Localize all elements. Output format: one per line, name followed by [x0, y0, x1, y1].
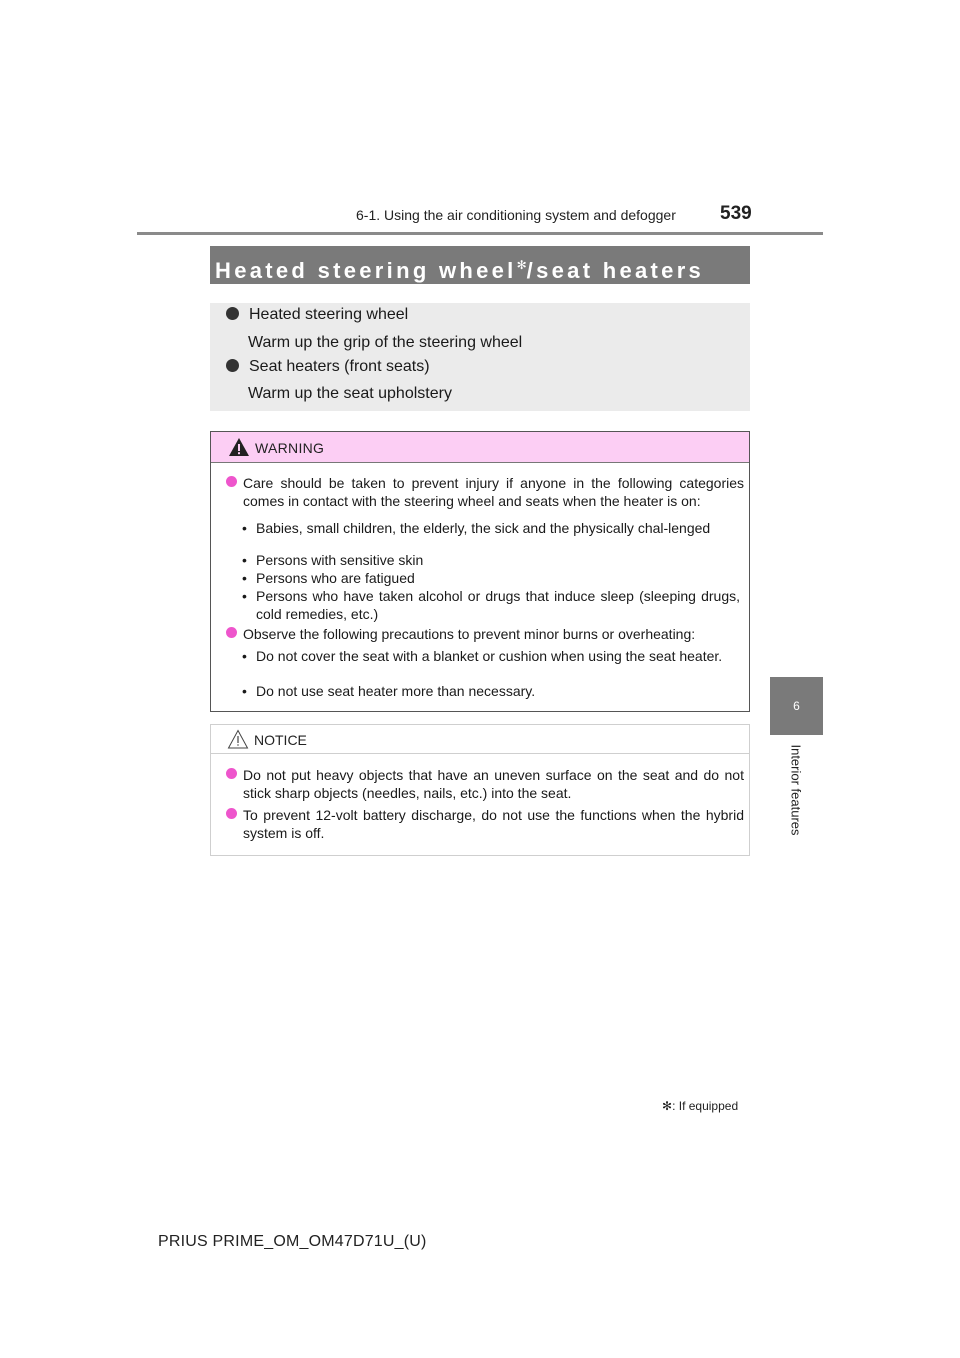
- footnote: [662, 1099, 738, 1113]
- bullet-icon: [226, 359, 239, 372]
- warning-header: [211, 432, 749, 463]
- page-title-text-after: /seat heaters: [526, 258, 705, 283]
- bullet-icon: [226, 768, 237, 779]
- intro-item-label: Seat heaters (front seats): [249, 358, 430, 375]
- notice-icon: [227, 729, 249, 749]
- warning-list-item-text: Persons with sensitive skin: [256, 552, 424, 568]
- intro-item-description: Warm up the grip of the steering wheel: [248, 334, 523, 351]
- if-equipped-marker: ✻: [662, 1099, 673, 1113]
- section-heading: 6-1. Using the air conditioning system and defogger: [356, 207, 676, 223]
- intro-item-description: Warm up the seat upholstery: [248, 385, 452, 402]
- warning-list-item: • Do not cover the seat with a blanket or cushion when using the seat heater.: [242, 647, 740, 665]
- warning-paragraph: [226, 474, 744, 510]
- bullet-icon: [226, 307, 239, 320]
- bullet-icon: [226, 808, 237, 819]
- intro-item-label: Heated steering wheel: [249, 306, 409, 323]
- warning-icon: [228, 437, 250, 457]
- notice-paragraph: [226, 766, 744, 802]
- footnote-text: : If equipped: [672, 1099, 739, 1113]
- intro-box: [210, 303, 750, 411]
- notice-header: [211, 725, 749, 754]
- warning-list-item: • Do not use seat heater more than necessary.: [242, 682, 740, 700]
- warning-list-item-text: Do not cover the seat with a blanket or cushion when using the seat heater.: [256, 648, 723, 664]
- bullet-icon: [226, 627, 237, 638]
- page-title: [210, 246, 750, 284]
- header-rule: [137, 232, 823, 235]
- notice-label: NOTICE: [254, 732, 307, 748]
- warning-list-item: • Persons with sensitive skin: [242, 551, 740, 569]
- warning-paragraph-text: Care should be taken to prevent injury if anyone in the following categories comes in contact with the steering wheel and seats when the heater is on:: [243, 475, 744, 509]
- warning-list-item: • Babies, small children, the elderly, the sick and the physically chal-lenged: [242, 519, 740, 537]
- warning-list-item-text: Do not use seat heater more than necessary.: [256, 683, 536, 699]
- warning-label: WARNING: [255, 440, 325, 456]
- warning-list-item-text: Persons who have taken alcohol or drugs that induce sleep (sleeping drugs, cold remedies, etc.): [256, 588, 740, 622]
- notice-box: [210, 724, 750, 856]
- page-title-text: Heated steering wheel: [215, 258, 517, 283]
- warning-list-item: • Persons who are fatigued: [242, 569, 740, 587]
- chapter-title: Interior features: [788, 744, 804, 836]
- document-code: PRIUS PRIME_OM_OM47D71U_(U): [158, 1233, 427, 1250]
- warning-paragraph-text: Observe the following precautions to prevent minor burns or overheating:: [243, 626, 696, 642]
- intro-item: [226, 358, 430, 376]
- notice-paragraph-text: To prevent 12-volt battery discharge, do not use the functions when the hybrid system is off.: [243, 807, 744, 841]
- warning-list-item-text: Babies, small children, the elderly, the sick and the physically chal-lenged: [256, 520, 711, 536]
- notice-paragraph-text: Do not put heavy objects that have an uneven surface on the seat and do not stick sharp objects (needles, nails, etc.) into the seat.: [243, 767, 744, 801]
- warning-paragraph: [226, 625, 744, 643]
- page-number: 539: [720, 203, 752, 224]
- chapter-tab: 6: [770, 677, 823, 735]
- intro-item: [226, 306, 408, 324]
- bullet-icon: [226, 476, 237, 487]
- if-equipped-marker: ✻: [516, 258, 527, 272]
- warning-box: [210, 431, 750, 712]
- notice-paragraph: [226, 806, 744, 842]
- warning-list-item: • Persons who have taken alcohol or drugs that induce sleep (sleeping drugs, cold remedies, etc.): [242, 588, 740, 622]
- warning-list-item-text: Persons who are fatigued: [256, 570, 415, 586]
